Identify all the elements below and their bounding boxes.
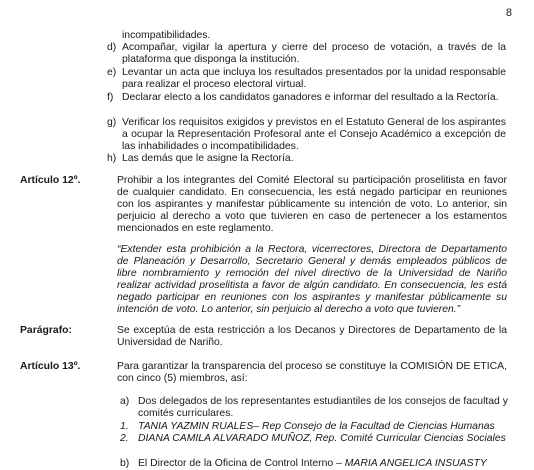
list-item-letter: e) <box>107 67 117 78</box>
numbered-item-number: 1. <box>120 421 129 432</box>
article-13-label: Artículo 13º. <box>20 361 81 372</box>
list-item-text: Dos delegados de los representantes estudiantiles de los consejos de facultad y comités curriculares. <box>138 396 508 420</box>
list-item-text <box>138 458 508 470</box>
list-item-text: Levantar un acta que incluya los resultados presentados por la unidad responsable para realizar el proceso electoral virtual. <box>122 67 506 91</box>
numbered-item-text: TANIA YAZMIN RUALES– Rep Consejo de la Facultad de Ciencias Humanas <box>138 421 495 432</box>
list-item-text: incompatibilidades. <box>122 30 211 41</box>
item-b-text: El Director de la Oficina de Control Interno – <box>138 458 342 469</box>
paragrafo-body: Se exceptúa de esta restricción a los Decanos y Directores de Departamento de la Universidad de Nariño. <box>117 325 507 349</box>
article-13-body: Para garantizar la transparencia del proceso se constituye la COMISIÓN DE ETICA, con cinco (5) miembros, así: <box>117 361 507 385</box>
numbered-item-text: DIANA CAMILA ALVARADO MUÑOZ, Rep. Comité Curricular Ciencias Sociales <box>138 433 506 444</box>
list-item-letter: h) <box>107 153 117 164</box>
article-12-label: Artículo 12º. <box>20 175 81 186</box>
list-item-text: Declarar electo a los candidatos ganadores e informar del resultado a la Rectoría. <box>122 92 499 103</box>
paragrafo-label: Parágrafo: <box>20 325 72 336</box>
list-item-letter: b) <box>120 458 130 469</box>
list-item-text: Las demás que le asigne la Rectoría. <box>122 153 294 164</box>
numbered-item-number: 2. <box>120 433 129 444</box>
item-b-name: MARIA ANGELICA INSUASTY <box>344 458 487 469</box>
article-12-body: Prohibir a los integrantes del Comité Electoral su participación proselitista en favor de cualquier candidato. En consecuencia, les está negado participar en reuniones con los aspirantes y manifestar públicamente su intención de voto. Lo anterior, sin perjuicio al derecho a voto que tuvieren en caso de pertenecer a los estamentos mencionados en este reglamento. <box>117 175 507 235</box>
list-item-letter: a) <box>120 396 130 407</box>
list-item-text: Verificar los requisitos exigidos y previstos en el Estatuto General de los aspirantes a ocupar la Representación Profesoral ante el Consejo Académico a excepción de las inhabilidades o incompatibilidades. <box>122 117 506 153</box>
list-item-letter: g) <box>107 117 117 128</box>
page-number: 8 <box>505 7 512 19</box>
article-12-quote: “Extender esta prohibición a la Rectora, vicerrectores, Directora de Departamento de Planeación y Desarrollo, Secretario General y demás empleados públicos de libre nombramiento y remoción del nivel directivo de la Universidad de Nariño realizar actividad proselitista a favor de algún candidato. En consecuencia, les está negado participar en reuniones con los aspirantes y manifestar públicamente su intención de voto. Lo anterior, sin perjuicio al derecho a voto que tuvieren.” <box>117 244 507 316</box>
list-item-letter: f) <box>107 92 114 103</box>
list-item-text: Acompañar, vigilar la apertura y cierre del proceso de votación, a través de la plataforma que disponga la institución. <box>122 42 506 66</box>
list-item-letter: d) <box>107 42 117 53</box>
